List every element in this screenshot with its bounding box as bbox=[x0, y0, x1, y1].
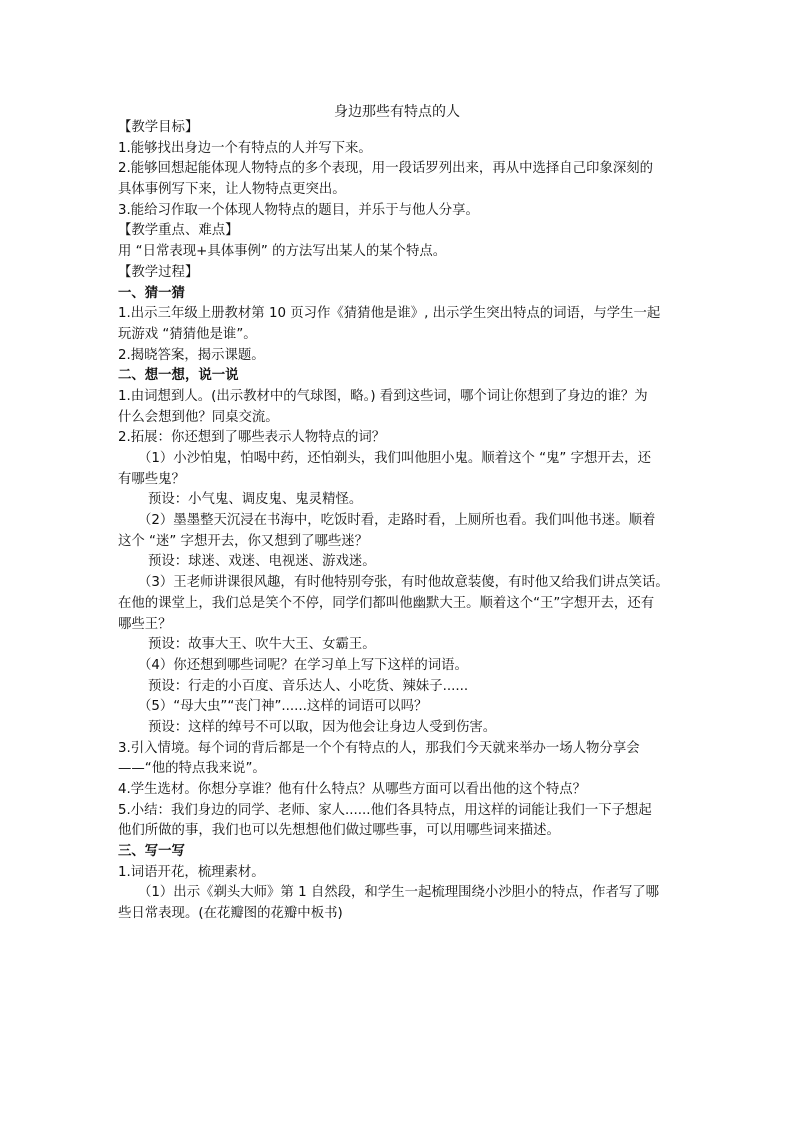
text-line: （1）小沙怕鬼，怕喝中药，还怕剃头，我们叫他胆小鬼。顺着这个 “鬼” 字想开去，还 bbox=[138, 451, 651, 466]
text-line: ——“他的特点我来说”。 bbox=[118, 761, 266, 777]
text-line: 二、想一想，说一说 bbox=[118, 368, 239, 384]
text-line: 具体事例写下来，让人物特点更突出。 bbox=[118, 182, 346, 198]
text-line: 有哪些鬼？ bbox=[118, 471, 185, 487]
text-line: 预设：这样的绰号不可以取，因为他会让身边人受到伤害。 bbox=[148, 719, 497, 735]
text-line: 一、猜一猜 bbox=[118, 285, 185, 301]
text-line: （3）王老师讲课很风趣，有时他特别夸张，有时他故意装傻，有时他又给我们讲点笑话。 bbox=[138, 575, 669, 591]
text-line: （2）墨墨整天沉浸在书海中，吃饭时看，走路时看，上厕所也看。我们叫他书迷。顺着 bbox=[138, 513, 656, 529]
text-line: 些日常表现。(在花瓣图的花瓣中板书) bbox=[118, 906, 343, 922]
text-line: 三、写一写 bbox=[118, 844, 185, 860]
text-line: 玩游戏 “猜猜他是谁”。 bbox=[118, 326, 257, 342]
text-line: 这个 “迷” 字想开去，你又想到了哪些迷？ bbox=[118, 533, 369, 549]
text-line: 预设：球迷、戏迷、电视迷、游戏迷。 bbox=[148, 554, 376, 570]
text-line: 预设：小气鬼、调皮鬼、鬼灵精怪。 bbox=[148, 492, 363, 508]
text-line: 哪些王？ bbox=[118, 616, 172, 632]
text-line: 3.引入情境。每个词的背后都是一个个有特点的人，那我们今天就来举办一场人物分享会 bbox=[118, 740, 640, 756]
text-line: 他们所做的事，我们也可以先想想他们做过哪些事，可以用哪些词来描述。 bbox=[118, 823, 560, 839]
text-line: 1.出示三年级上册教材第 10 页习作《猜猜他是谁》, 出示学生突出特点的词语，与学生一起 bbox=[118, 306, 661, 322]
text-line: 在他的课堂上，我们总是笑个不停，同学们都叫他幽默大王。顺着这个“王”字想开去，还有 bbox=[118, 595, 655, 611]
text-line: 2.揭晓答案，揭示课题。 bbox=[118, 347, 265, 363]
text-line: 2.能够回想起能体现人物特点的多个表现，用一段话罗列出来，再从中选择自己印象深刻的 bbox=[118, 161, 654, 177]
text-line: 5.小结：我们身边的同学、老师、家人......他们各具特点，用这样的词能让我们一下子想起 bbox=[118, 802, 652, 818]
text-line: 1.词语开花，梳理素材。 bbox=[118, 864, 265, 880]
text-line: 用 “日常表现+具体事例” 的方法写出某人的某个特点。 bbox=[118, 244, 447, 260]
text-line: 4.学生选材。你想分享谁？他有什么特点？从哪些方面可以看出他的这个特点？ bbox=[118, 782, 587, 797]
text-line: 什么会想到他？同桌交流。 bbox=[118, 409, 279, 425]
text-line: 预设：故事大王、吹牛大王、女霸王。 bbox=[148, 637, 376, 653]
text-line: 【教学重点、难点】 bbox=[118, 223, 239, 239]
text-line: 【教学过程】 bbox=[118, 264, 199, 280]
text-line: 【教学目标】 bbox=[118, 120, 199, 135]
text-line: 1.由词想到人。(出示教材中的气球图，略。) 看到这些词，哪个词让你想到了身边的谁？为 bbox=[118, 388, 648, 404]
text-line: （4）你还想到哪些词呢？在学习单上写下这样的词语。 bbox=[138, 657, 468, 673]
text-line: （1）出示《剃头大师》第 1 自然段，和学生一起梳理围绕小沙胆小的特点，作者写了哪 bbox=[138, 885, 660, 901]
text-line: 2.拓展：你还想到了哪些表示人物特点的词？ bbox=[118, 430, 386, 446]
text-line: 1.能够找出身边一个有特点的人并写下来。 bbox=[118, 140, 372, 156]
text-line: 3.能给习作取一个体现人物特点的题目，并乐于与他人分享。 bbox=[118, 202, 479, 218]
document-body bbox=[118, 118, 680, 925]
text-line: 预设：行走的小百度、音乐达人、小吃货、辣妹子...... bbox=[148, 678, 469, 694]
document-title: 身边那些有特点的人 bbox=[334, 104, 460, 120]
text-line: （5）“母大虫”“丧门神”......这样的词语可以吗？ bbox=[138, 699, 428, 715]
